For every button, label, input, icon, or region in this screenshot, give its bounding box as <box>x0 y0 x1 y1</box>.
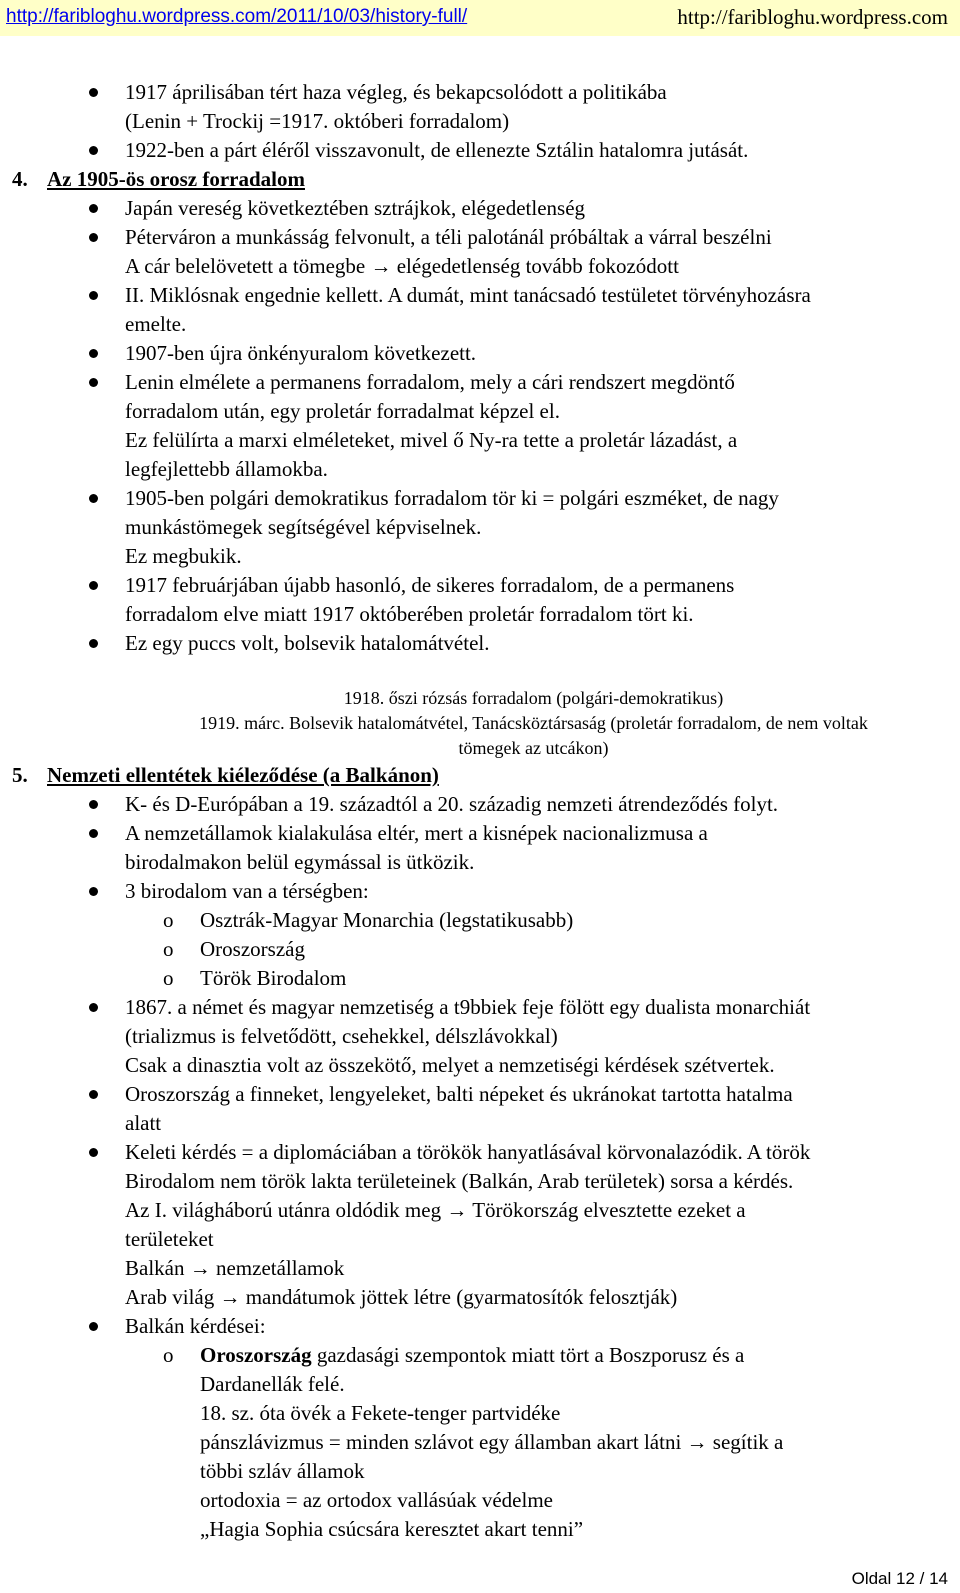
section-5-heading <box>0 761 960 790</box>
section-5-list <box>0 790 960 1544</box>
document-body <box>0 78 960 1544</box>
list-item: Lenin elmélete a permanens forradalom, mely a cári rendszert megdöntő forradalom után, egy proletár forradalmat képzel el. Ez felülírta a marxi elméleteket, mivel ő Ny-ra tette a proletár lázadást, a legfejlettebb államokba. <box>0 368 960 484</box>
section-title: Nemzeti ellentétek kiéleződése (a Balkánon) <box>47 763 439 787</box>
sub-list-item: o Török Birodalom <box>125 964 942 993</box>
section-4-list <box>0 194 960 658</box>
balkan-sublist <box>125 1341 942 1544</box>
list-item: 1917 áprilisában tért haza végleg, és bekapcsolódott a politikába (Lenin + Trockij =1917. októberi forradalom) <box>0 78 960 136</box>
timeline-note: 1918. őszi rózsás forradalom (polgári-demokratikus) 1919. márc. Bolsevik hatalomátvétel, Tanácsköztársaság (proletár forradalom, de nem voltak tömegek az utcákon) <box>199 688 868 758</box>
list-item: Péterváron a munkásság felvonult, a téli palotánál próbáltak a várral beszélni A cár belelövetett a tömegbe → elégedetlenség tovább fokozódott <box>0 223 960 281</box>
list-item: II. Miklósnak engednie kellett. A dumát, mint tanácsadó testületet törvényhozásra emelte. <box>0 281 960 339</box>
list-item: Japán vereség következtében sztrájkok, elégedetlenség <box>0 194 960 223</box>
list-item: K- és D-Európában a 19. századtól a 20. századig nemzeti átrendeződés folyt. <box>0 790 960 819</box>
list-item: 1905-ben polgári demokratikus forradalom tör ki = polgári eszméket, de nagy munkástömegek segítségével képviselnek. Ez megbukik. <box>0 484 960 571</box>
sub-list-item: o Oroszország <box>125 935 942 964</box>
section-4-heading <box>0 165 960 194</box>
list-item: 1867. a német és magyar nemzetiség a t9bbiek feje fölött egy dualista monarchiát (trializmus is felvetődött, csehekkel, délszlávokkal) Csak a dinasztia volt az összekötő, melyet a nemzetiségi kérdések szétvertek. <box>0 993 960 1080</box>
empire-sublist <box>125 906 942 993</box>
section-number: 5. <box>12 763 28 787</box>
list-item: Keleti kérdés = a diplomáciában a törökök hanyatlásával körvonalazódik. A török Birodalom nem török lakta területeinek (Balkán, Arab területek) sorsa a kérdés. Az I. világháború utánra oldódik meg → Törökország elvesztette ezeket a területeket Balkán → nemzetállamok Arab világ → mandátumok jöttek létre (gyarmatosítók felosztják) <box>0 1138 960 1312</box>
list-item: 3 birodalom van a térségben: o Osztrák-Magyar Monarchia (legstatikusabb) o Oroszország o Török Birodalom <box>0 877 960 993</box>
list-item: A nemzetállamok kialakulása eltér, mert a kisnépek nacionalizmusa a birodalmakon belül egymással is ütközik. <box>0 819 960 877</box>
sub-list-item: o Osztrák-Magyar Monarchia (legstatikusabb) <box>125 906 942 935</box>
list-item: Balkán kérdései: o Oroszország gazdasági szempontok miatt tört a Boszporusz és a Dardanellák felé. 18. sz. óta övék a Fekete-tenger partvidéke pánszlávizmus = minden szlávot egy államban akart látni → segítik a többi szláv államok ortodoxia = az ortodox vallásúak védelme „Hagia Sophia csúcsára keresztet akart tenni” <box>0 1312 960 1544</box>
list-item: 1922-ben a párt éléről visszavonult, de ellenezte Sztálin hatalomra jutását. <box>0 136 960 165</box>
sub-list-item: o Oroszország gazdasági szempontok miatt tört a Boszporusz és a Dardanellák felé. 18. sz. óta övék a Fekete-tenger partvidéke pánszlávizmus = minden szlávot egy államban akart látni → segítik a többi szláv államok ortodoxia = az ortodox vallásúak védelme „Hagia Sophia csúcsára keresztet akart tenni” <box>125 1341 942 1544</box>
source-url-link[interactable]: http://faribloghu.wordpress.com/2011/10/03/history-full/ <box>6 6 468 27</box>
page-number: Oldal 12 / 14 <box>851 1569 948 1588</box>
page-header <box>0 0 960 36</box>
section-number: 4. <box>12 167 28 191</box>
list-item: 1907-ben újra önkényuralom következett. <box>0 339 960 368</box>
site-url: http://faribloghu.wordpress.com <box>677 5 948 29</box>
list-item: Ez egy puccs volt, bolsevik hatalomátvétel. <box>0 629 960 658</box>
section-title: Az 1905-ös orosz forradalom <box>47 167 305 191</box>
list-item: Oroszország a finneket, lengyeleket, balti népeket és ukránokat tartotta hatalma alatt <box>0 1080 960 1138</box>
list-item: 1917 februárjában újabb hasonló, de sikeres forradalom, de a permanens forradalom elve miatt 1917 októberében proletár forradalom tört ki. <box>0 571 960 629</box>
intro-list <box>0 78 960 165</box>
